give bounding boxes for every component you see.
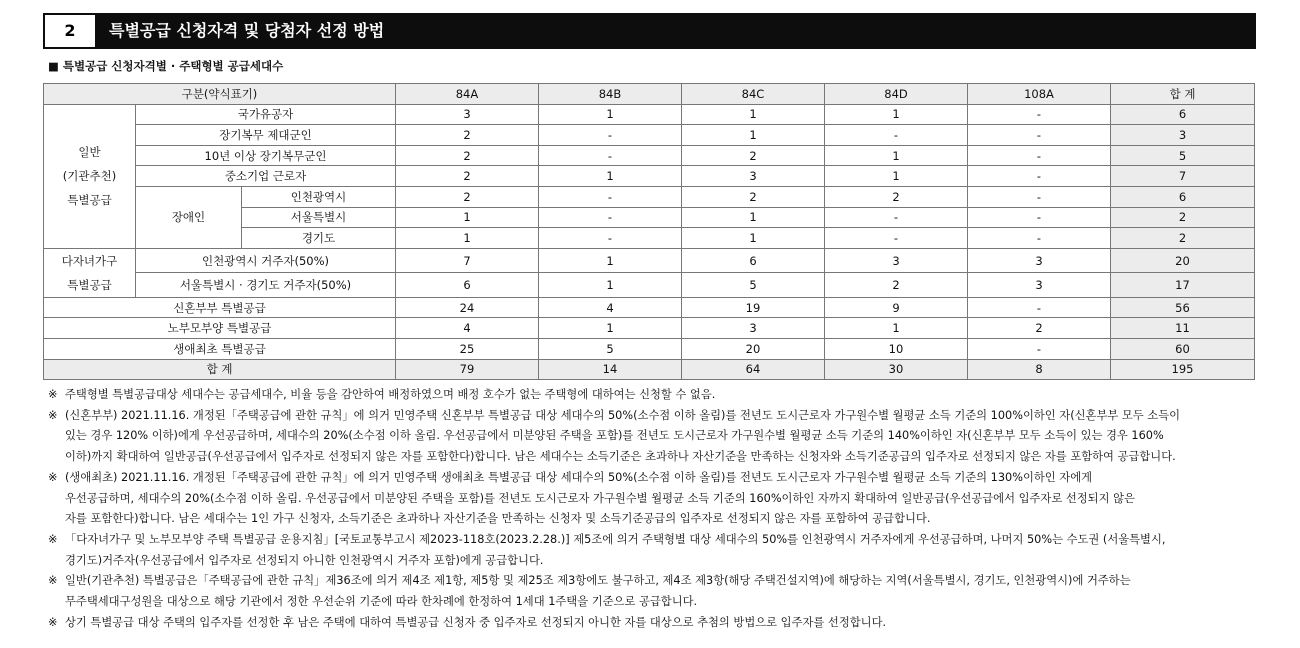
cell-value: 1 [539,273,682,298]
cell-value: - [825,125,968,146]
table-row [44,318,1255,339]
cell-value: 1 [825,145,968,166]
cell-value: 20 [682,338,825,359]
row-label: 노부모부양 특별공급 [44,318,396,339]
cell-value: - [539,125,682,146]
note-mark: ※ [48,470,58,484]
group-disabled: 장애인 [136,186,242,248]
cell-value: - [968,297,1111,318]
note-line: 주택형별 특별공급대상 세대수는 공급세대수, 비율 등을 감안하여 배정하였으며 배정 호수가 없는 주택형에 대하여는 신청할 수 없음. [65,388,716,401]
row-label: 국가유공자 [136,104,396,125]
cell-value: - [968,207,1111,228]
group-multichild [44,248,136,297]
table-row [44,338,1255,359]
grand-total-value: 14 [539,359,682,380]
note-item [48,468,1253,530]
cell-value: 1 [682,104,825,125]
grand-total-row [44,359,1255,380]
cell-value: 2 [396,145,539,166]
note-line: (생애최초) 2021.11.16. 개정된「주택공급에 관한 규칙」에 의거 민영주택 생애최초 특별공급 대상 세대수의 50%(소수점 이하 올림)를 전년도 도시근로자 가구원수별 월평균 소득 기준의 130%이하인 자에게 [65,470,1093,484]
row-total: 60 [1111,338,1255,359]
row-total: 56 [1111,297,1255,318]
cell-value: 6 [396,273,539,298]
note-item [48,571,1253,612]
header-84a: 84A [396,84,539,105]
cell-value: 1 [825,318,968,339]
header-total: 합 계 [1111,84,1255,105]
cell-value: 3 [968,248,1111,273]
table-subtitle: ■ 특별공급 신청자격별 · 주택형별 공급세대수 [48,59,284,73]
cell-value: 5 [539,338,682,359]
cell-value: - [539,145,682,166]
note-item [48,406,1253,468]
table-row [44,186,1255,207]
header-84d: 84D [825,84,968,105]
section-title: 특별공급 신청자격 및 당첨자 선정 방법 [109,21,385,40]
note-item [48,385,1253,406]
cell-value: 1 [825,104,968,125]
grand-total-value: 79 [396,359,539,380]
row-label: 경기도 [242,228,396,249]
note-mark: ※ [48,532,58,546]
cell-value: 7 [396,248,539,273]
note-item [48,530,1253,571]
cell-value: 1 [825,166,968,187]
row-total: 6 [1111,104,1255,125]
note-line: 상기 특별공급 대상 주택의 입주자를 선정한 후 남은 주택에 대하여 특별공급 신청자 중 입주자로 선정되지 아니한 자를 대상으로 추첨의 방법으로 입주자를 선정합니다. [65,615,887,629]
grand-total-value: 64 [682,359,825,380]
row-total: 7 [1111,166,1255,187]
grand-total-value: 8 [968,359,1111,380]
group-label-line: 일반 [78,145,101,160]
row-label: 10년 이상 장기복무군인 [136,145,396,166]
note-line: 자를 포함한다)합니다. 남은 세대수는 1인 가구 신청자, 소득기준은 초과하나 자산기준을 만족하는 신청자 및 소득기준공급의 입주자로 선정되지 않은 자를 포함하여 공급합니다. [65,512,931,526]
row-total: 20 [1111,248,1255,273]
note-line: 이하)까지 확대하여 일반공급(우선공급에서 입주자로 선정되지 않은 자를 포함한다)합니다. 남은 세대수는 소득기준은 초과하나 자산기준을 만족하는 신청자와 소득기준공급의 입주자로 선정되지 않은 자를 포함하여 공급합니다. [65,450,1176,464]
table-row [44,297,1255,318]
notes [48,385,1253,633]
table-row [44,125,1255,146]
cell-value: 2 [396,125,539,146]
cell-value: - [539,186,682,207]
cell-value: 3 [968,273,1111,298]
note-mark: ※ [48,388,58,401]
cell-value: - [825,228,968,249]
cell-value: 2 [968,318,1111,339]
note-line: 있는 경우 120% 이하)에게 우선공급하며, 세대수의 20%(소수점 이하 올림. 우선공급에서 미분양된 주택을 포함)를 전년도 도시근로자 가구원수별 월평균 소득 기준의 140%이하인 자(신혼부부 모두 소득이 있는 경우 160% [65,429,1164,443]
header-category: 구분(약식표기) [44,84,396,105]
row-label: 인천광역시 거주자(50%) [136,248,396,273]
cell-value: - [968,125,1111,146]
cell-value: 19 [682,297,825,318]
note-line: 「다자녀가구 및 노부모부양 주택 특별공급 운용지침」[국토교통부고시 제2023-118호(2023.2.28.)] 제5조에 의거 주택형별 대상 세대수의 50%를 인천광역시 거주자에게 우선공급하며, 나머지 50%는 수도권 (서울특별시, [65,532,1166,546]
row-label: 서울특별시 · 경기도 거주자(50%) [136,273,396,298]
cell-value: 2 [396,186,539,207]
grand-total-label: 합 계 [44,359,396,380]
cell-value: 3 [682,318,825,339]
cell-value: 1 [539,248,682,273]
header-84b: 84B [539,84,682,105]
table-row [44,145,1255,166]
cell-value: - [968,186,1111,207]
row-total: 5 [1111,145,1255,166]
row-label: 인천광역시 [242,186,396,207]
note-line: 우선공급하며, 세대수의 20%(소수점 이하 올림. 우선공급에서 미분양된 주택을 포함)를 전년도 도시근로자 가구원수별 월평균 소득 기준의 160%이하인 자까지 확대하여 일반공급(우선공급에서 입주자로 선정되지 않은 [65,491,1135,505]
cell-value: 25 [396,338,539,359]
cell-value: 1 [539,318,682,339]
cell-value: 1 [539,166,682,187]
cell-value: 1 [682,125,825,146]
row-label: 중소기업 근로자 [136,166,396,187]
row-label: 신혼부부 특별공급 [44,297,396,318]
cell-value: 4 [539,297,682,318]
cell-value: 3 [825,248,968,273]
grand-total-value: 30 [825,359,968,380]
cell-value: 2 [682,186,825,207]
group-label-line: (기관추천) [62,169,117,184]
group-general [44,104,136,248]
note-line: 경기도)거주자(우선공급에서 입주자로 선정되지 아니한 인천광역시 거주자 포함)에게 공급합니다. [65,553,544,567]
row-total: 11 [1111,318,1255,339]
row-total: 3 [1111,125,1255,146]
cell-value: 2 [825,273,968,298]
cell-value: - [825,207,968,228]
cell-value: - [968,228,1111,249]
cell-value: 3 [396,104,539,125]
row-total: 6 [1111,186,1255,207]
cell-value: 10 [825,338,968,359]
cell-value: 1 [682,228,825,249]
header-108a: 108A [968,84,1111,105]
cell-value: 1 [396,228,539,249]
table-row [44,166,1255,187]
row-total: 2 [1111,207,1255,228]
table-row [44,248,1255,273]
cell-value: - [968,145,1111,166]
row-total: 17 [1111,273,1255,298]
cell-value: 3 [682,166,825,187]
group-label-line: 특별공급 [67,193,112,208]
note-line: 무주택세대구성원을 대상으로 해당 기관에서 정한 우선순위 기준에 따라 한차례에 한정하여 1세대 1주택을 기준으로 공급합니다. [65,595,698,609]
section-number: 2 [45,15,95,47]
cell-value: - [968,338,1111,359]
cell-value: 9 [825,297,968,318]
cell-value: 5 [682,273,825,298]
note-line: 일반(기관추천) 특별공급은「주택공급에 관한 규칙」제36조에 의거 제4조 제1항, 제5항 및 제25조 제3항에도 불구하고, 제4조 제3항(해당 주택건설지역)에 해당하는 지역(서울특별시, 경기도, 인천광역시)에 거주하는 [65,574,1131,588]
supply-table [43,83,1255,380]
cell-value: 6 [682,248,825,273]
cell-value: 1 [539,104,682,125]
cell-value: 1 [682,207,825,228]
note-mark: ※ [48,615,58,629]
cell-value: 4 [396,318,539,339]
cell-value: - [968,166,1111,187]
grand-total-sum: 195 [1111,359,1255,380]
table-row [44,273,1255,298]
group-label-line: 특별공급 [67,277,112,292]
table-header-row [44,84,1255,105]
row-total: 2 [1111,228,1255,249]
note-mark: ※ [48,574,58,588]
row-label: 서울특별시 [242,207,396,228]
row-label: 장기복무 제대군인 [136,125,396,146]
note-item [48,613,1253,634]
cell-value: 2 [682,145,825,166]
cell-value: 1 [396,207,539,228]
section-header [43,13,1256,49]
cell-value: 24 [396,297,539,318]
table-row [44,104,1255,125]
note-line: (신혼부부) 2021.11.16. 개정된「주택공급에 관한 규칙」에 의거 민영주택 신혼부부 특별공급 대상 세대수의 50%(소수점 이하 올림)를 전년도 도시근로자 가구원수별 월평균 소득 기준의 100%이하인 자(신혼부부 모두 소득이 [65,408,1181,422]
header-84c: 84C [682,84,825,105]
note-mark: ※ [48,408,58,422]
cell-value: - [539,207,682,228]
cell-value: 2 [825,186,968,207]
cell-value: - [968,104,1111,125]
group-label-line: 다자녀가구 [61,253,118,268]
cell-value: 2 [396,166,539,187]
cell-value: - [539,228,682,249]
row-label: 생애최초 특별공급 [44,338,396,359]
